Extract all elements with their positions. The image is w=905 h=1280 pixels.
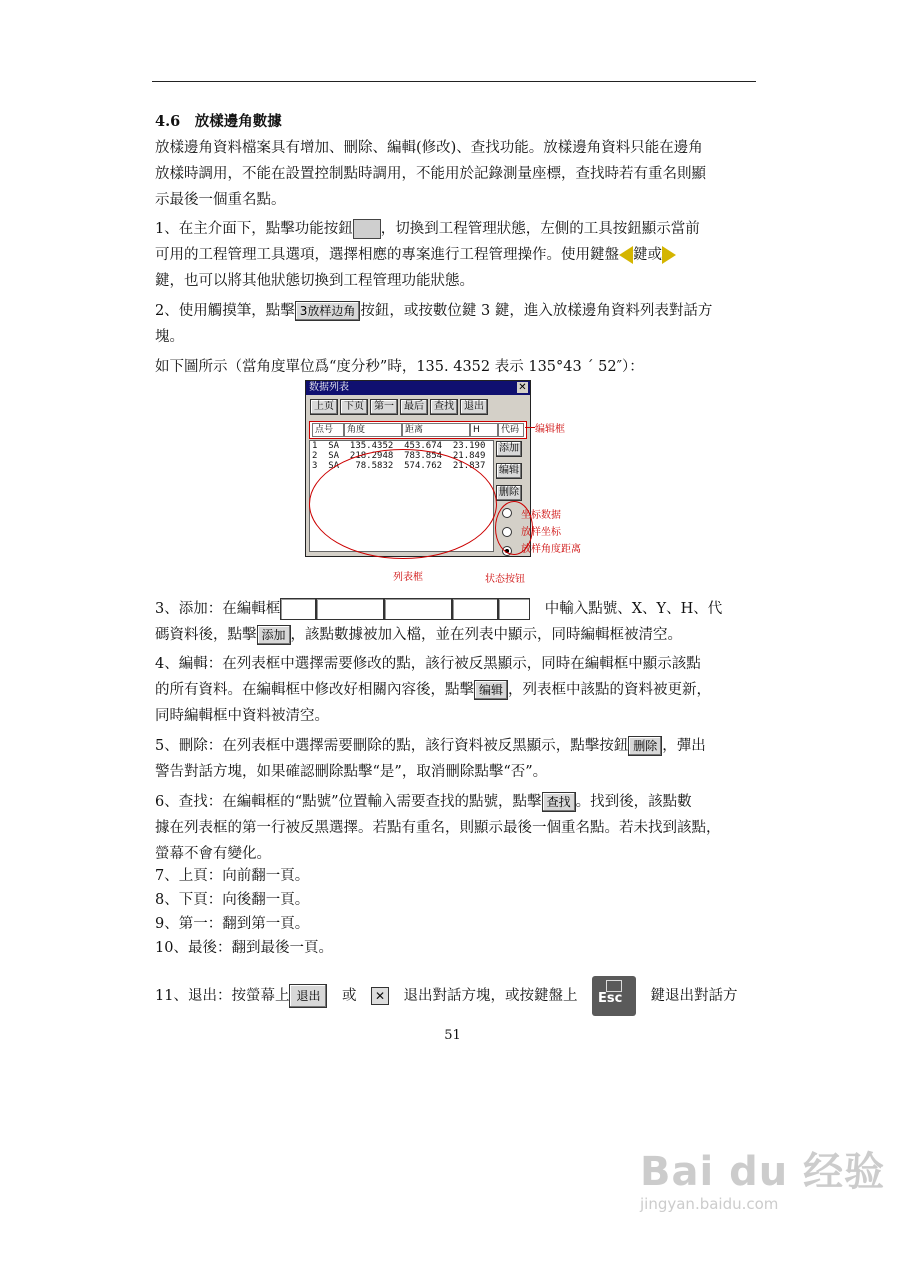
distance-field[interactable]: 距离 <box>402 423 470 437</box>
annotation-list-box: 列表框 <box>393 572 423 583</box>
items-list <box>155 864 755 960</box>
intro-paragraph: 放樣邊角資料檔案具有增加、刪除、編輯(修改)、查找功能。放樣邊角資料只能在邊角 放樣時調用，不能在設置控制點時調用，不能用於記錄測量座標，查找時若有重名則顯 示最後一個重名點。 <box>155 140 706 208</box>
edit-box-cell <box>384 598 452 620</box>
list-item: 7、上頁：向前翻一頁。 <box>155 868 310 884</box>
find-button-inline[interactable]: 查找 <box>542 792 576 812</box>
edit-box-cell <box>452 598 498 620</box>
paragraph-1: 1、在主介面下，點擊功能按鈕 ，切換到工程管理狀態，左側的工具按鈕顯示當前 可用的工程管理工具選項，選擇相應的專案進行工程管理操作。使用鍵盤 鍵或 鍵，也可以將其他狀態切換到工程管理功能狀態。 <box>155 221 700 289</box>
list-box-highlight <box>309 449 497 559</box>
dialog-title-bar: 数据列表 ✕ <box>306 381 530 395</box>
close-icon[interactable]: ✕ <box>371 987 389 1005</box>
annotation-stakeout-angle-distance: 放样角度距离 <box>521 544 581 555</box>
page-number: 51 <box>444 1028 461 1043</box>
edit-box-cell <box>316 598 384 620</box>
annotation-stakeout-coordinate: 放样坐标 <box>521 527 561 538</box>
paragraph-11: 11、退出：按螢幕上 退出 或 ✕ 退出對話方塊，或按鍵盤上 Esc 鍵退出對話方 <box>155 976 755 1016</box>
edit-button-inline[interactable]: 编辑 <box>474 680 508 700</box>
paragraph-6: 6、查找：在編輯框的“點號”位置輸入需要查找的點號，點擊 查找 。找到後，該點數 據在列表框的第一行被反黑選擇。若點有重名，則顯示最後一個重名點。若未找到該點， 螢幕不會有變化。 <box>155 794 721 862</box>
list-item[interactable]: 2 SA 218.2948 783.854 21.849 <box>312 451 486 461</box>
ann-line <box>525 427 535 428</box>
exit-button-inline[interactable]: 退出 <box>289 984 327 1008</box>
project-icon[interactable] <box>353 219 381 239</box>
paragraph-2: 2、使用觸摸筆，點擊 3放样边角 按鈕，或按數位鍵 3 鍵，進入放樣邊角資料列表對話方 塊。 <box>155 303 713 345</box>
add-button-inline[interactable]: 添加 <box>257 625 291 645</box>
data-list-dialog-figure <box>305 380 615 585</box>
list-item: 8、下頁：向後翻一頁。 <box>155 892 310 908</box>
watermark-url: jingyan.baidu.com <box>640 1195 779 1213</box>
paragraph-4: 4、編輯：在列表框中選擇需要修改的點，該行被反黑顯示，同時在編輯框中顯示該點 的所有資料。在編輯框中修改好相關內容後，點擊 编辑 ，列表框中該點的資料被更新， 同時編輯框中資料被清空。 <box>155 656 712 724</box>
first-page-button[interactable]: 第一 <box>370 399 398 415</box>
watermark-brand: Bai du 经验 <box>640 1149 886 1195</box>
stakeout-angle-button[interactable]: 3放样边角 <box>295 301 361 321</box>
list-item: 10、最後：翻到最後一頁。 <box>155 940 333 956</box>
annotation-coordinate-data: 坐标数据 <box>521 510 561 521</box>
last-page-button[interactable]: 最后 <box>400 399 428 415</box>
next-page-button[interactable]: 下页 <box>340 399 368 415</box>
add-button[interactable]: 添加 <box>496 441 522 457</box>
edit-box-cell <box>498 598 530 620</box>
delete-button[interactable]: 删除 <box>496 485 522 501</box>
watermark <box>640 1140 885 1213</box>
annotation-status-button: 状态按钮 <box>485 574 525 585</box>
esc-key-icon: Esc <box>592 976 636 1016</box>
h-field[interactable]: H <box>470 423 498 437</box>
delete-button-inline[interactable]: 删除 <box>628 736 662 756</box>
exit-button[interactable]: 退出 <box>460 399 488 415</box>
code-field[interactable]: 代码 <box>498 423 524 437</box>
dialog-toolbar <box>310 399 490 415</box>
find-button[interactable]: 查找 <box>430 399 458 415</box>
header-rule <box>152 81 756 82</box>
section-title: 4.6 放樣邊角數據 <box>155 113 282 130</box>
annotation-edit-box: 编辑框 <box>535 424 565 435</box>
side-buttons <box>496 441 522 507</box>
point-field[interactable]: 点号 <box>312 423 344 437</box>
prev-page-button[interactable]: 上页 <box>310 399 338 415</box>
left-arrow-key-icon <box>619 246 633 264</box>
edit-box-row <box>309 421 527 439</box>
right-arrow-key-icon <box>662 246 676 264</box>
paragraph-5: 5、刪除：在列表框中選擇需要刪除的點，該行資料被反黑顯示，點擊按鈕 删除 ，彈出 警告對話方塊，如果確認刪除點擊“是”，取消刪除點擊“否”。 <box>155 738 706 780</box>
angle-field[interactable]: 角度 <box>344 423 402 437</box>
figure-caption: 如下圖所示（當角度單位爲“度分秒”時，135. 4352 表示 135°43 ´ 52″）： <box>155 359 644 375</box>
data-list-dialog <box>305 380 531 557</box>
list-item: 9、第一：翻到第一頁。 <box>155 916 310 932</box>
edit-button[interactable]: 编辑 <box>496 463 522 479</box>
edit-box-cell <box>280 598 316 620</box>
list-item[interactable]: 1 SA 135.4352 453.674 23.190 <box>312 441 486 451</box>
list-item[interactable]: 3 SA 78.5832 574.762 21.837 <box>312 461 486 471</box>
close-icon[interactable]: ✕ <box>518 382 527 393</box>
paragraph-3: 3、添加：在編輯框 中輸入點號、X、Y、H、代 碼資料後，點擊 添加 ，該點數據被加入檔，並在列表中顯示，同時編輯框被清空。 <box>155 596 755 648</box>
